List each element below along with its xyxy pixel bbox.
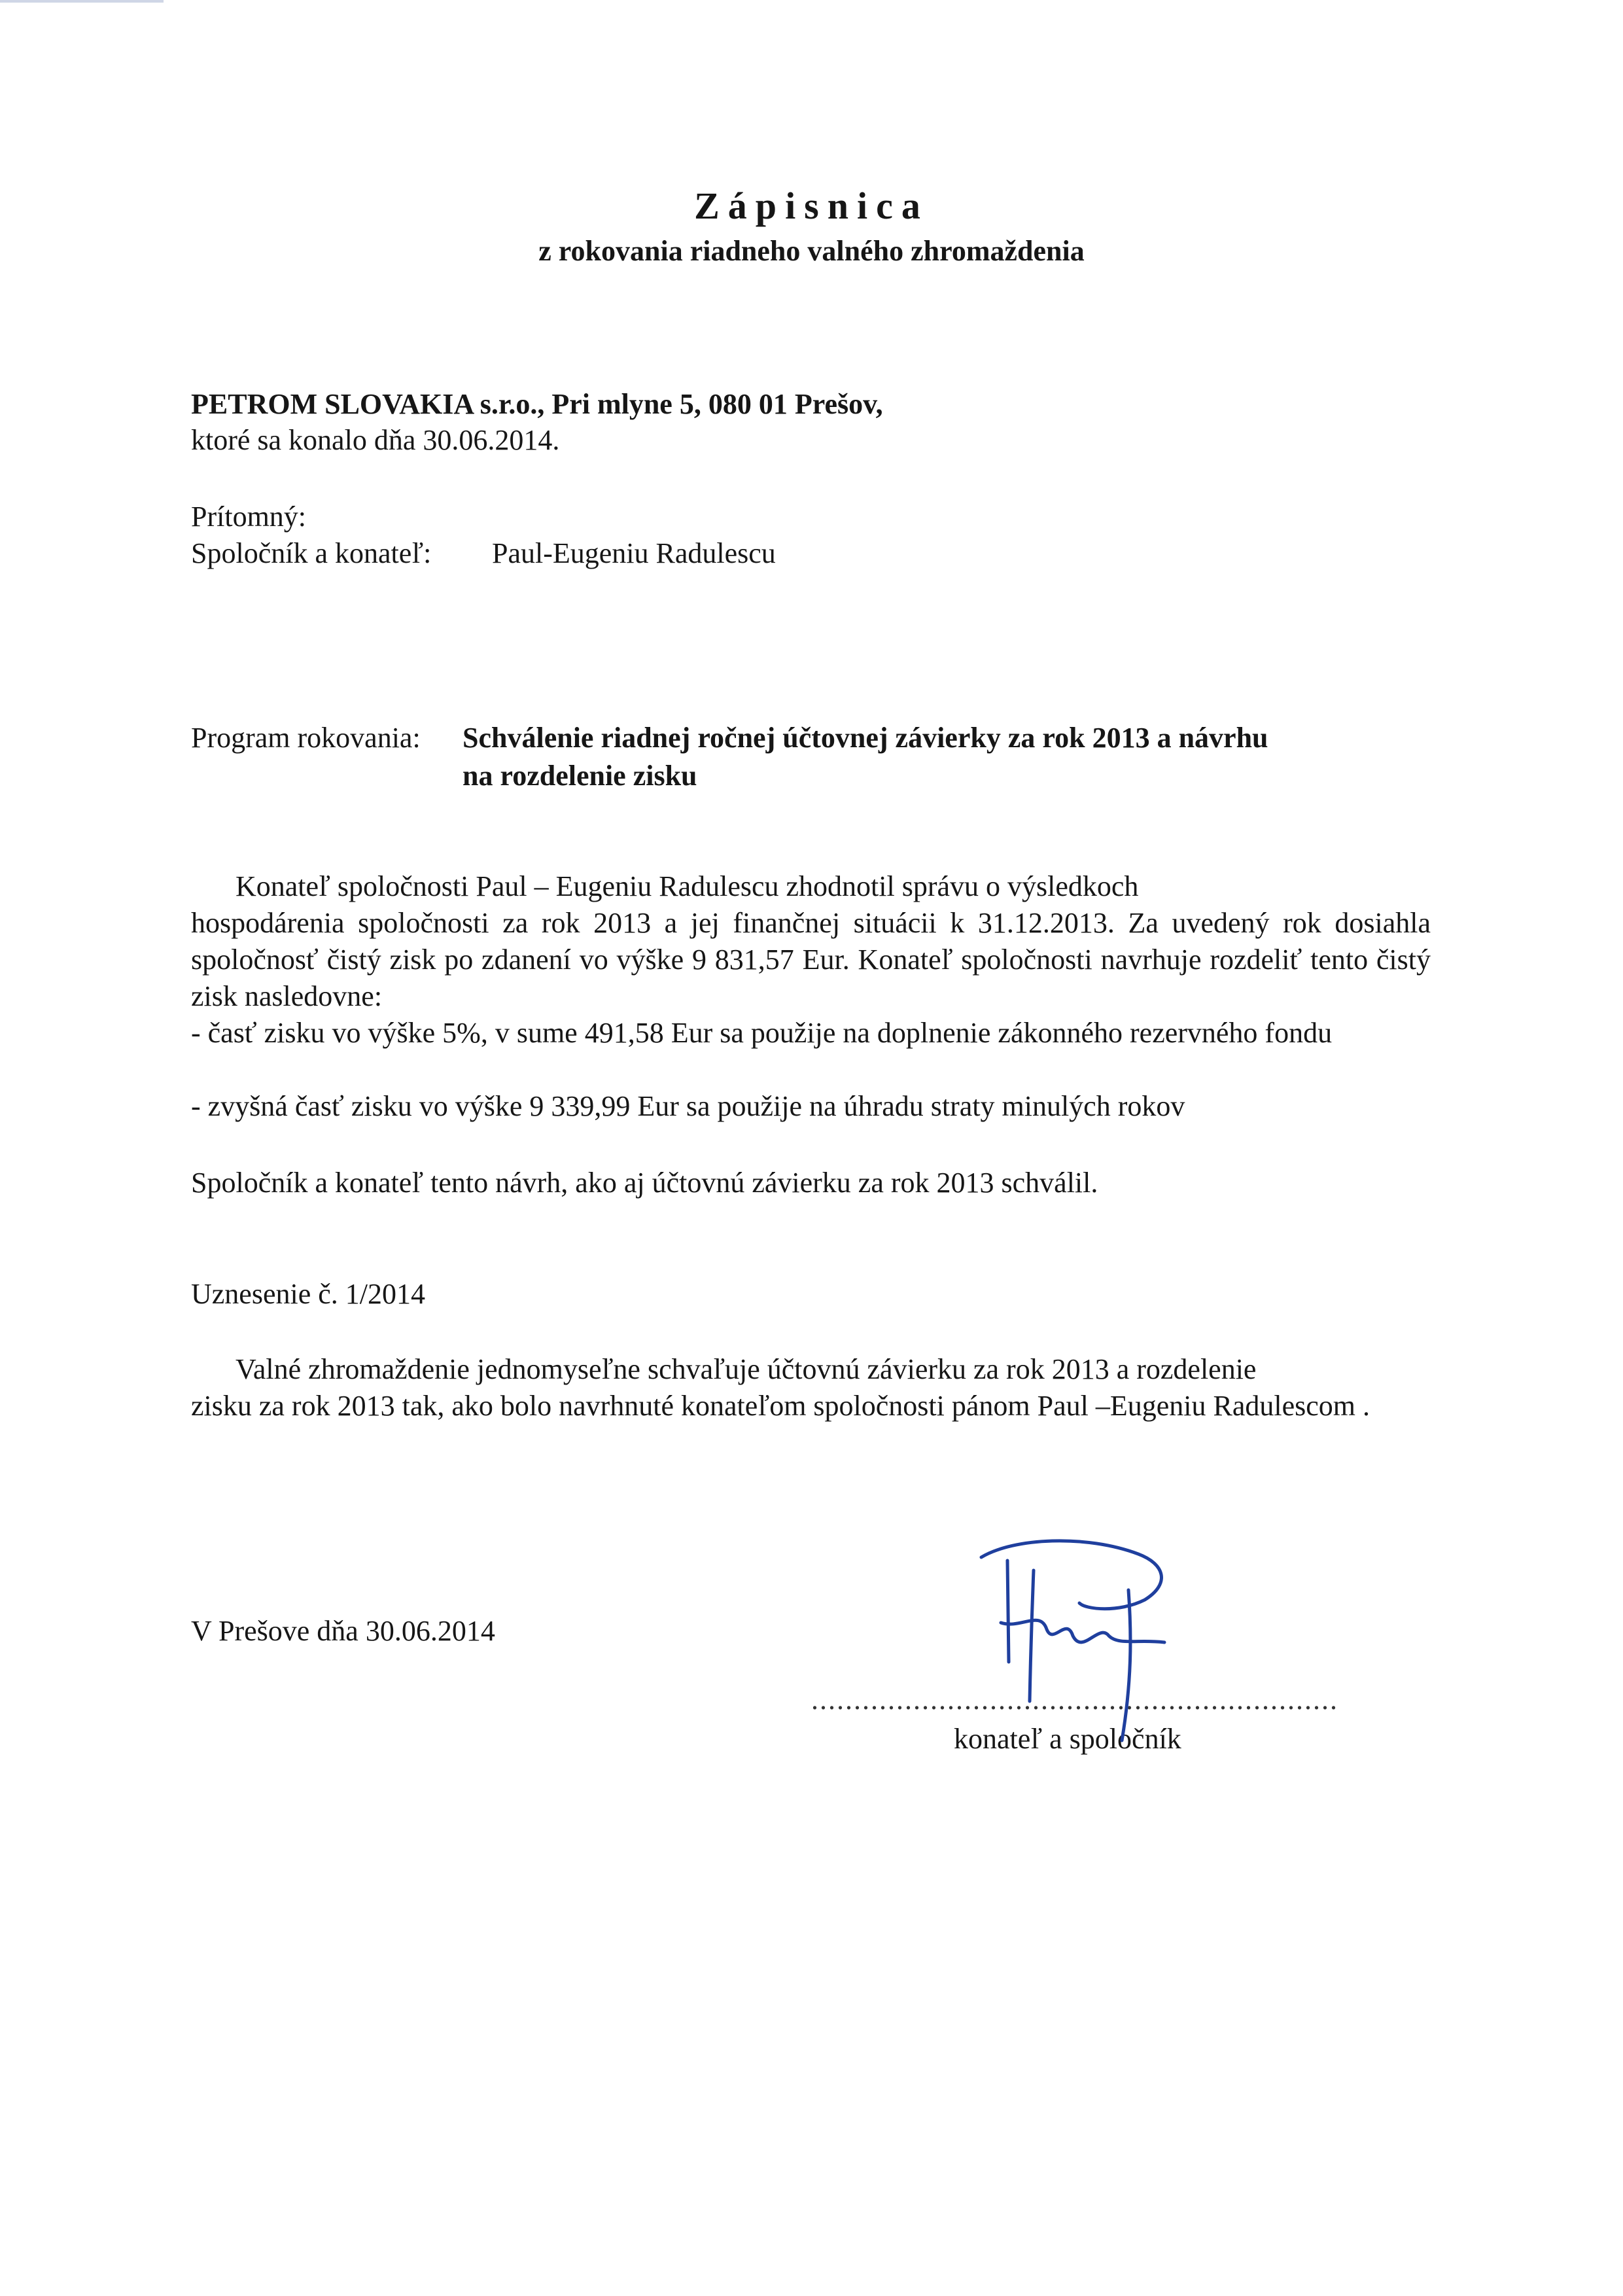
present-name: Paul-Eugeniu Radulescu [492,537,776,569]
report-first-line: Konateľ spoločnosti Paul – Eugeniu Radulescu zhodnotil správu o výsledkoch [236,870,1139,902]
signature-caption: konateľ a spoločník [954,1723,1181,1755]
resolution-number: Uznesenie č. 1/2014 [191,1278,425,1310]
handwritten-signature-icon [968,1531,1204,1747]
scan-edge-mark [0,0,164,3]
program-title-line1: Schválenie riadnej ročnej účtovnej závierky za rok 2013 a návrhu [462,722,1268,754]
signature-stroke-left [1007,1561,1009,1662]
program-label: Program rokovania: [191,722,421,754]
resolution-rest: zisku za rok 2013 tak, ako bolo navrhnuté konateľom spoločnosti pánom Paul –Eugeniu Radulescom . [191,1390,1370,1422]
bullet-loss-coverage: - zvyšná časť zisku vo výške 9 339,99 Eur sa použije na úhradu straty minulých rokov [191,1090,1185,1122]
bullet-reserve-fund: - časť zisku vo výške 5%, v sume 491,58 Eur sa použije na doplnenie zákonného rezervného fondu [191,1017,1333,1049]
meeting-date: ktoré sa konalo dňa 30.06.2014. [191,424,560,456]
resolution-first-line: Valné zhromaždenie jednomyseľne schvaľuje účtovnú závierku za rok 2013 a rozdelenie [236,1353,1257,1385]
document-title: Zápisnica [694,185,929,227]
company-name: PETROM SLOVAKIA s.r.o., Pri mlyne 5, 080 01 Prešov, [191,388,883,420]
report-rest: hospodárenia spoločnosti za rok 2013 a jej finančnej situácii k 31.12.2013. Za uvedený rok dosiahla spoločnosť čistý zisk po zdanení vo výške 9 831,57 Eur. Konateľ spoločnosti navrhuje rozdeliť tento čistý zisk nasledovne: [191,907,1431,1012]
report-paragraph [191,868,1431,1015]
document-subtitle: z rokovania riadneho valného zhromaždenia [538,235,1085,267]
signature-middle-scrawl [1001,1620,1164,1642]
place-and-date: V Prešove dňa 30.06.2014 [191,1615,495,1647]
signature-stroke-right [1030,1570,1034,1701]
resolution-paragraph [191,1351,1431,1424]
present-role: Spoločník a konateľ: [191,537,432,569]
signature-line: .............................................................. [811,1684,1338,1716]
signature-descender [1122,1590,1130,1740]
program-title-line2: na rozdelenie zisku [462,760,697,792]
present-label: Prítomný: [191,501,307,533]
approval-statement: Spoločník a konateľ tento návrh, ako aj účtovnú závierku za rok 2013 schválil. [191,1167,1098,1199]
